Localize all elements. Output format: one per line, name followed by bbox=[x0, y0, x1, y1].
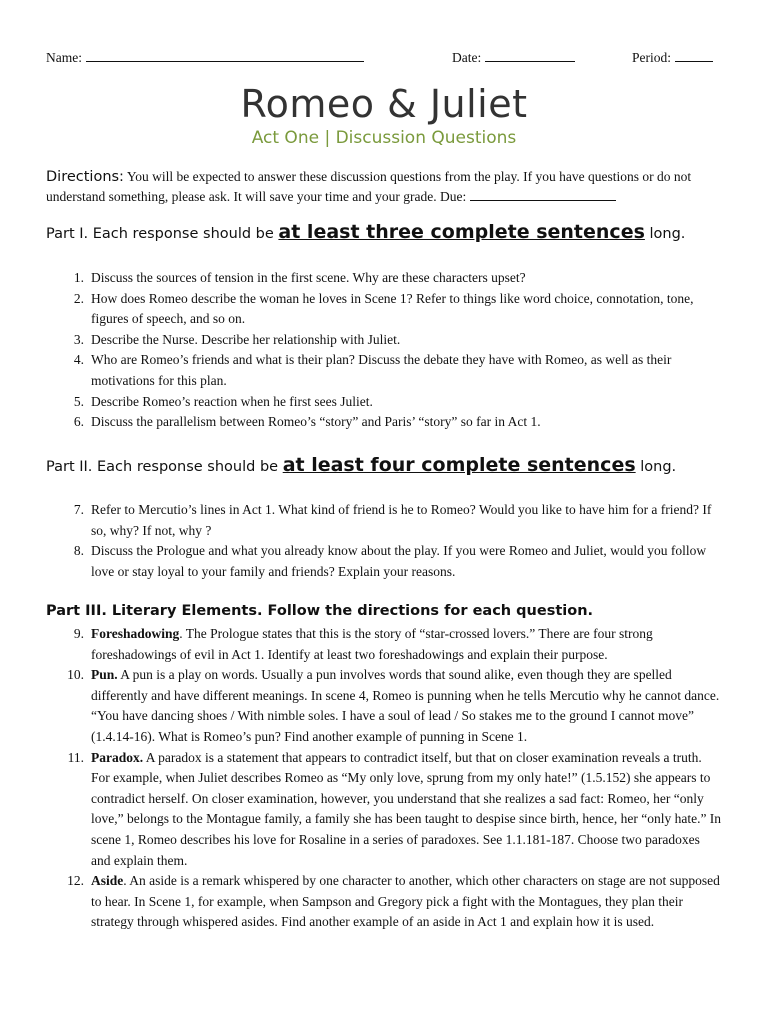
term-label: Pun. bbox=[91, 667, 118, 683]
list-item bbox=[62, 541, 722, 582]
part2-question-list bbox=[62, 500, 722, 582]
name-blank[interactable] bbox=[86, 48, 364, 62]
question-number: 8. bbox=[73, 543, 84, 559]
part3-question-list bbox=[62, 624, 722, 933]
question-text: Describe the Nurse. Describe her relationship with Juliet. bbox=[91, 331, 401, 347]
question-text: Describe Romeo’s reaction when he first sees Juliet. bbox=[91, 393, 373, 409]
period-label: Period: bbox=[632, 50, 671, 65]
question-text: . An aside is a remark whispered by one character to another, which other characters on stage are not supposed to hear. In Scene 1, for example, when Sampson and Gregory pick a fight with the Montagues, they plan their strategy through whispered asides. Find another example of an aside in Act 1 and explain how it is used. bbox=[91, 873, 720, 930]
question-number: 1. bbox=[73, 270, 84, 285]
part1-trail: long. bbox=[649, 226, 686, 242]
question-text: How does Romeo describe the woman he loves in Scene 1? Refer to things like word choice, connotation, tone, figures of speech, and so on. bbox=[91, 290, 694, 327]
question-number: 3. bbox=[73, 331, 84, 347]
question-text: . The Prologue states that this is the story of “star-crossed lovers.” There are four strong foreshadowings of evil in Act 1. Identify at least two foreshadowings and explain their purpose. bbox=[91, 626, 653, 662]
name-label: Name: bbox=[46, 50, 82, 65]
part2-emphasis: at least four complete sentences bbox=[282, 454, 636, 476]
part1-emphasis: at least three complete sentences bbox=[278, 221, 645, 243]
date-field bbox=[452, 48, 575, 66]
part2-lead: Part II. Each response should be bbox=[46, 459, 279, 475]
header-fields bbox=[46, 48, 718, 68]
list-item bbox=[62, 330, 722, 351]
question-text: Refer to Mercutio’s lines in Act 1. What kind of friend is he to Romeo? Would you like to have him for a friend? If so, why? If not, why ? bbox=[91, 502, 712, 538]
list-item bbox=[62, 624, 722, 665]
list-item bbox=[62, 748, 722, 872]
list-item bbox=[62, 500, 722, 541]
list-item bbox=[62, 392, 722, 413]
part3-heading: Part III. Literary Elements. Follow the directions for each question. bbox=[46, 603, 594, 619]
part2-heading bbox=[46, 454, 726, 479]
part1-lead: Part I. Each response should be bbox=[46, 226, 274, 242]
list-item bbox=[62, 871, 722, 933]
list-item bbox=[62, 268, 722, 289]
term-label: Paradox. bbox=[91, 749, 144, 765]
question-number: 4. bbox=[73, 352, 84, 368]
list-item bbox=[62, 350, 722, 391]
part2-trail: long. bbox=[640, 459, 677, 475]
list-item bbox=[62, 412, 722, 433]
directions bbox=[46, 167, 726, 207]
part1-question-list bbox=[62, 268, 722, 433]
question-text: Discuss the parallelism between Romeo’s “story” and Paris’ “story” so far in Act 1. bbox=[91, 414, 541, 430]
due-date-blank[interactable] bbox=[470, 187, 616, 201]
page-title: Romeo & Juliet bbox=[240, 82, 528, 126]
list-item bbox=[62, 665, 722, 747]
question-number: 5. bbox=[73, 393, 84, 409]
directions-text: You will be expected to answer these discussion questions from the play. If you have questions or do not understand something, please ask. It will save your time and your grade. Due: bbox=[46, 169, 692, 204]
question-number: 12. bbox=[67, 873, 84, 889]
question-text: Discuss the Prologue and what you already know about the play. If you were Romeo and Juliet, would you follow love or stay loyal to your family and friends? Explain your reasons. bbox=[91, 543, 707, 579]
question-number: 10. bbox=[67, 667, 84, 683]
date-label: Date: bbox=[452, 50, 482, 65]
period-blank[interactable] bbox=[675, 48, 713, 62]
question-number: 9. bbox=[73, 626, 84, 641]
question-text: A paradox is a statement that appears to contradict itself, but that on closer examination reveals a truth. For example, when Juliet describes Romeo as “My only love, sprung from my only hate!” (1.5.152) she appears to contradict herself. On closer examination, however, you understand that she realizes a sad fact: Romeo, her “only love,” belongs to the Montague family, a family she has been taught to despise since birth, hence, her “only hate.” In scene 1, Romeo describes his love for Rosaline in a series of paradoxes. See 1.1.181-187. Choose two paradoxes and explain them. bbox=[91, 749, 722, 868]
question-text: Discuss the sources of tension in the first scene. Why are these characters upset? bbox=[91, 270, 526, 285]
list-item bbox=[62, 289, 722, 330]
question-text: A pun is a play on words. Usually a pun involves words that sound alike, even though they are spelled differently and have different meanings. In scene 4, Romeo is punning when he tells Mercutio why he cannot dance. “You have dancing shoes / With nimble soles. I have a soul of lead / So stakes me to the ground I cannot move” (1.4.14-16). What is Romeo’s pun? Find another example of punning in Scene 1. bbox=[91, 667, 720, 744]
question-number: 6. bbox=[73, 414, 84, 430]
directions-label: Directions: bbox=[46, 169, 124, 185]
question-number: 2. bbox=[73, 290, 84, 306]
part1-heading bbox=[46, 221, 726, 246]
question-text: Who are Romeo’s friends and what is their plan? Discuss the debate they have with Romeo, as well as their motivations for this plan. bbox=[91, 352, 672, 388]
date-blank[interactable] bbox=[485, 48, 575, 62]
period-field bbox=[632, 48, 713, 66]
term-label: Aside bbox=[91, 873, 124, 889]
page-subtitle: Act One | Discussion Questions bbox=[251, 128, 517, 148]
term-label: Foreshadowing bbox=[91, 626, 180, 641]
question-number: 11. bbox=[67, 749, 84, 765]
name-field bbox=[46, 48, 364, 66]
question-number: 7. bbox=[73, 502, 84, 517]
